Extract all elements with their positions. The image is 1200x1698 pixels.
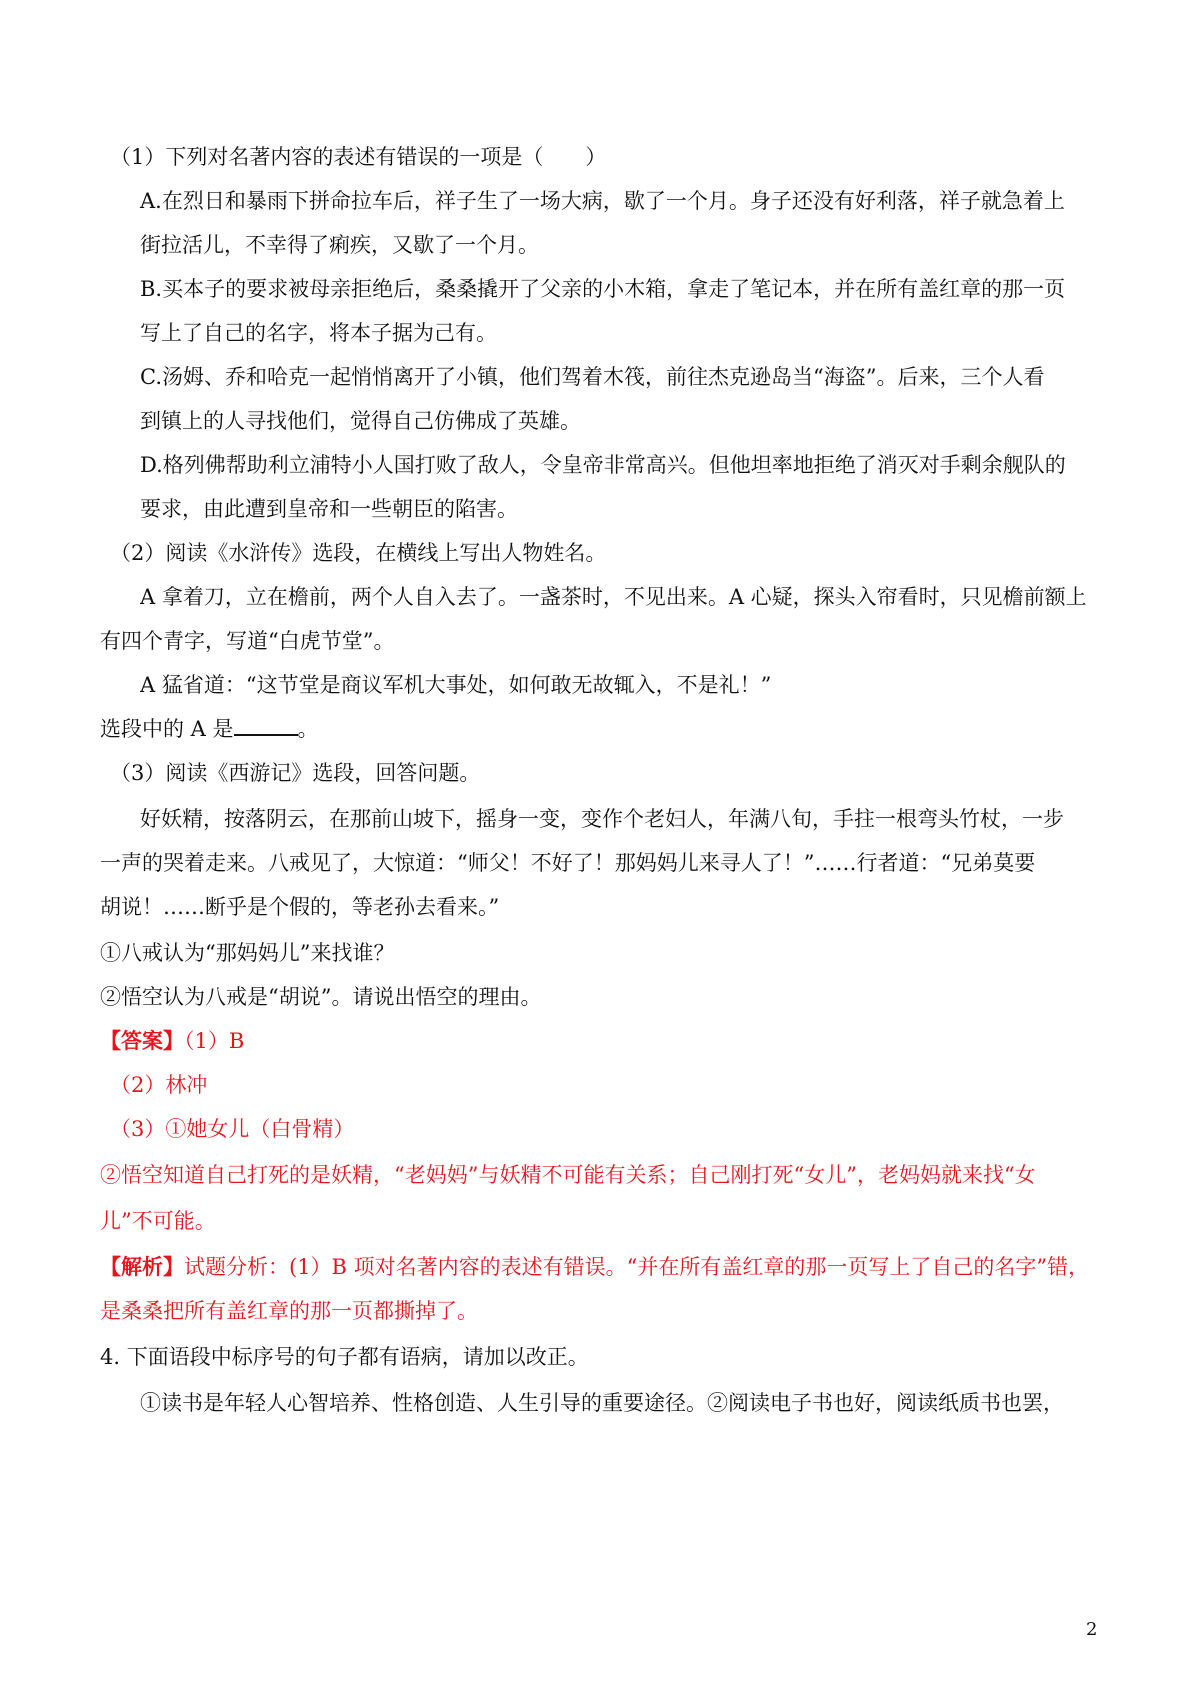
xiyouji-passage-line2: 一声的哭着走来。八戒见了，大惊道：“师父！不好了！那妈妈儿来寻人了！”……行者道：“兄弟莫要: [100, 851, 1036, 875]
option-a-line1: A.在烈日和暴雨下拼命拉车后，祥子生了一场大病，歇了一个月。身子还没有好利落，祥子就急着上: [140, 189, 1065, 213]
xiyouji-passage-line3: 胡说！……断乎是个假的，等老孙去看来。”: [100, 895, 500, 919]
option-b-line2: 写上了自己的名字，将本子据为己有。: [140, 321, 497, 345]
shuihu-passage-line2: 有四个青字，写道“白虎节堂”。: [100, 629, 395, 653]
q3-sub3-question1: ①八戒认为“那妈妈儿”来找谁？: [100, 941, 395, 965]
q3-sub3-prompt: （3）阅读《西游记》选段，回答问题。: [110, 761, 481, 785]
q4-prompt: 4. 下面语段中标序号的句子都有语病，请加以改正。: [100, 1345, 589, 1369]
answer-4-line1: ②悟空知道自己打死的是妖精，“老妈妈”与妖精不可能有关系；自己刚打死“女儿”，老妈妈就来找“女: [100, 1163, 1036, 1187]
answer-blank: [234, 714, 298, 736]
analysis-text-1: 试题分析：(1）B 项对名著内容的表述有错误。“并在所有盖红章的那一页写上了自己的名字”错，: [184, 1255, 1090, 1279]
answer-3: （3）①她女儿（白骨精）: [110, 1117, 355, 1141]
page-number: 2: [1086, 1619, 1098, 1640]
answer-1: （1）B: [184, 1029, 245, 1053]
xiyouji-passage-line1: 好妖精，按落阴云，在那前山坡下，摇身一变，变作个老妇人，年满八旬，手拄一根弯头竹杖，一步: [140, 807, 1064, 831]
option-c-line2: 到镇上的人寻找他们，觉得自己仿佛成了英雄。: [140, 409, 581, 433]
option-b-line1: B.买本子的要求被母亲拒绝后，桑桑撬开了父亲的小木箱，拿走了笔记本，并在所有盖红章的那一页: [140, 277, 1066, 301]
fill-in-text-after: 。: [297, 717, 319, 741]
analysis-tag: 【解析】: [100, 1254, 184, 1279]
option-a-line2: 街拉活儿，不幸得了痢疾，又歇了一个月。: [140, 233, 539, 257]
answer-tag: 【答案】: [100, 1028, 184, 1053]
answer-4-line2: 儿”不可能。: [100, 1209, 216, 1233]
option-d-line1: D.格列佛帮助利立浦特小人国打败了敌人，令皇帝非常高兴。但他坦率地拒绝了消灭对手剩余舰队的: [140, 453, 1066, 477]
option-c-line1: C.汤姆、乔和哈克一起悄悄离开了小镇，他们驾着木筏，前往杰克逊岛当“海盗”。后来，三个人看: [140, 365, 1045, 389]
analysis-line2: 是桑桑把所有盖红章的那一页都撕掉了。: [100, 1299, 478, 1323]
shuihu-passage-line1: A 拿着刀，立在檐前，两个人自入去了。一盏茶时，不见出来。A 心疑，探头入帘看时，只见檐前额上: [140, 585, 1087, 609]
shuihu-passage-line3: A 猛省道：“这节堂是商议军机大事处，如何敢无故辄入，不是礼！”: [140, 673, 772, 697]
fill-in-sentence: [100, 714, 319, 744]
fill-in-text-before: 选段中的 A 是: [100, 717, 234, 741]
q3-sub2-prompt: （2）阅读《水浒传》选段，在横线上写出人物姓名。: [110, 541, 607, 565]
q3-sub3-question2: ②悟空认为八戒是“胡说”。请说出悟空的理由。: [100, 985, 542, 1009]
answer-2: （2）林冲: [110, 1073, 208, 1097]
option-d-line2: 要求，由此遭到皇帝和一些朝臣的陷害。: [140, 497, 518, 521]
q3-sub1-prompt: （1）下列对名著内容的表述有错误的一项是（ ）: [110, 145, 607, 169]
q4-passage-line1: ①读书是年轻人心智培养、性格创造、人生引导的重要途径。②阅读电子书也好，阅读纸质书也罢，: [140, 1391, 1064, 1415]
analysis-line1: [100, 1252, 1089, 1282]
answer-line1: [100, 1026, 244, 1056]
